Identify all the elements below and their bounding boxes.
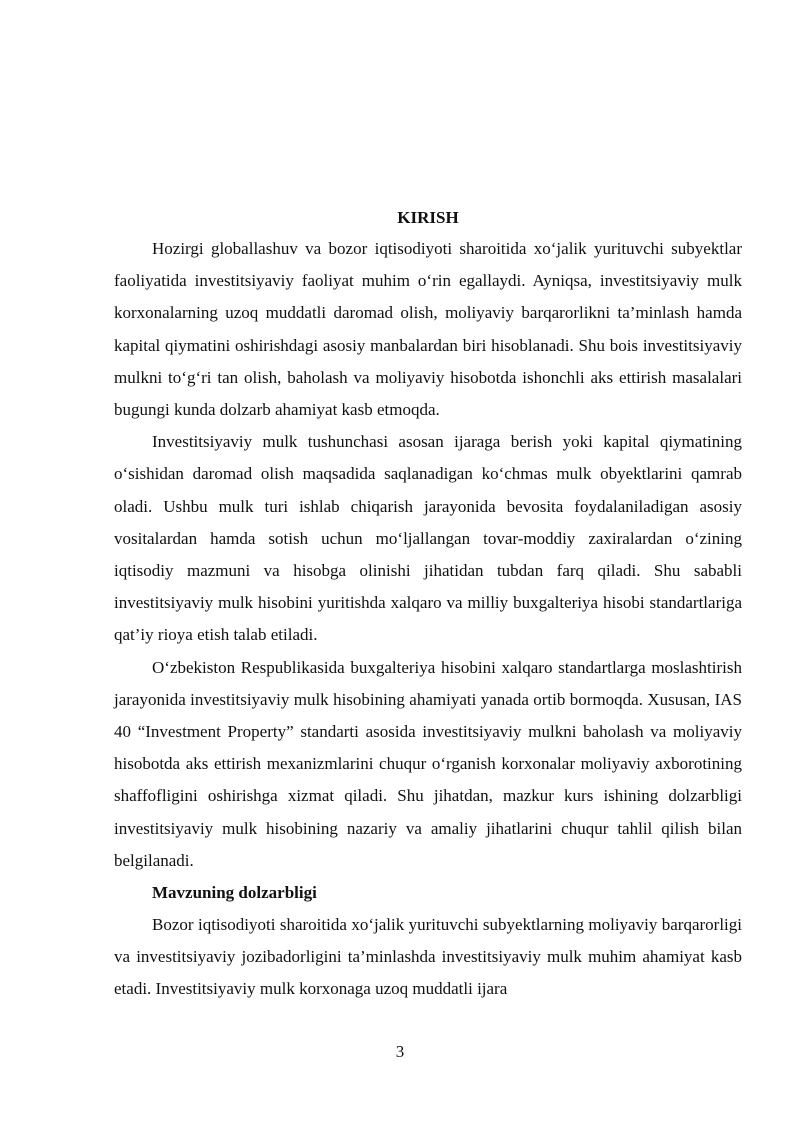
paragraph-2: Investitsiyaviy mulk tushunchasi asosan ijaraga berish yoki kapital qiymatining o‘sishidan daromad olish maqsadida saqlanadigan ko‘chmas mulk obyektlarini qamrab oladi. Ushbu mulk turi ishlab chiqarish jarayonida bevosita foydalaniladigan asosiy vositalardan hamda sotish uchun mo‘ljallangan tovar-moddiy zaxiralardan o‘zining iqtisodiy mazmuni va hisobga olinishi jihatidan tubdan farq qiladi. Shu sababli investitsiyaviy mulk hisobini yuritishda xalqaro va milliy buxgalteriya hisobi standartlariga qat’iy rioya etish talab etiladi.: [114, 432, 742, 645]
page-content: [114, 203, 742, 1006]
page-number: 3: [395, 1042, 405, 1061]
paragraph-4: Bozor iqtisodiyoti sharoitida xo‘jalik yurituvchi subyektlarning moliyaviy barqarorligi va investitsiyaviy jozibadorligini ta’minlashda investitsiyaviy mulk muhim ahamiyat kasb etadi. Investitsiyaviy mulk korxonaga uzoq muddatli ijara: [114, 915, 742, 999]
subsection-heading: Mavzuning dolzarbligi: [152, 883, 317, 903]
paragraph-3: O‘zbekiston Respublikasida buxgalteriya hisobini xalqaro standartlarga moslashtirish jarayonida investitsiyaviy mulk hisobining ahamiyati yanada ortib bormoqda. Xususan, IAS 40 “Investment Property” standarti asosida investitsiyaviy mulkni baholash va moliyaviy hisobotda aks ettirish mexanizmlarini chuqur o‘rganish korxonalar moliyaviy axborotining shaffofligini oshirishga xizmat qiladi. Shu jihatdan, mazkur kurs ishining dolzarbligi investitsiyaviy mulk hisobining nazariy va amaliy jihatlarini chuqur tahlil qilish bilan belgilanadi.: [114, 657, 742, 870]
section-heading: KIRISH: [397, 208, 459, 227]
paragraph-1: Hozirgi globallashuv va bozor iqtisodiyoti sharoitida xo‘jalik yurituvchi subyektlar faoliyatida investitsiyaviy faoliyat muhim o‘rin egallaydi. Ayniqsa, investitsiyaviy mulk korxonalarning uzoq muddatli daromad olish, moliyaviy barqarorlikni ta’minlash hamda kapital qiymatini oshirishdagi asosiy manbalardan biri hisoblanadi. Shu bois investitsiyaviy mulkni to‘g‘ri tan olish, baholash va moliyaviy hisobotda ishonchli aks ettirish masalalari bugungi kunda dolzarb ahamiyat kasb etmoqda.: [114, 239, 742, 420]
